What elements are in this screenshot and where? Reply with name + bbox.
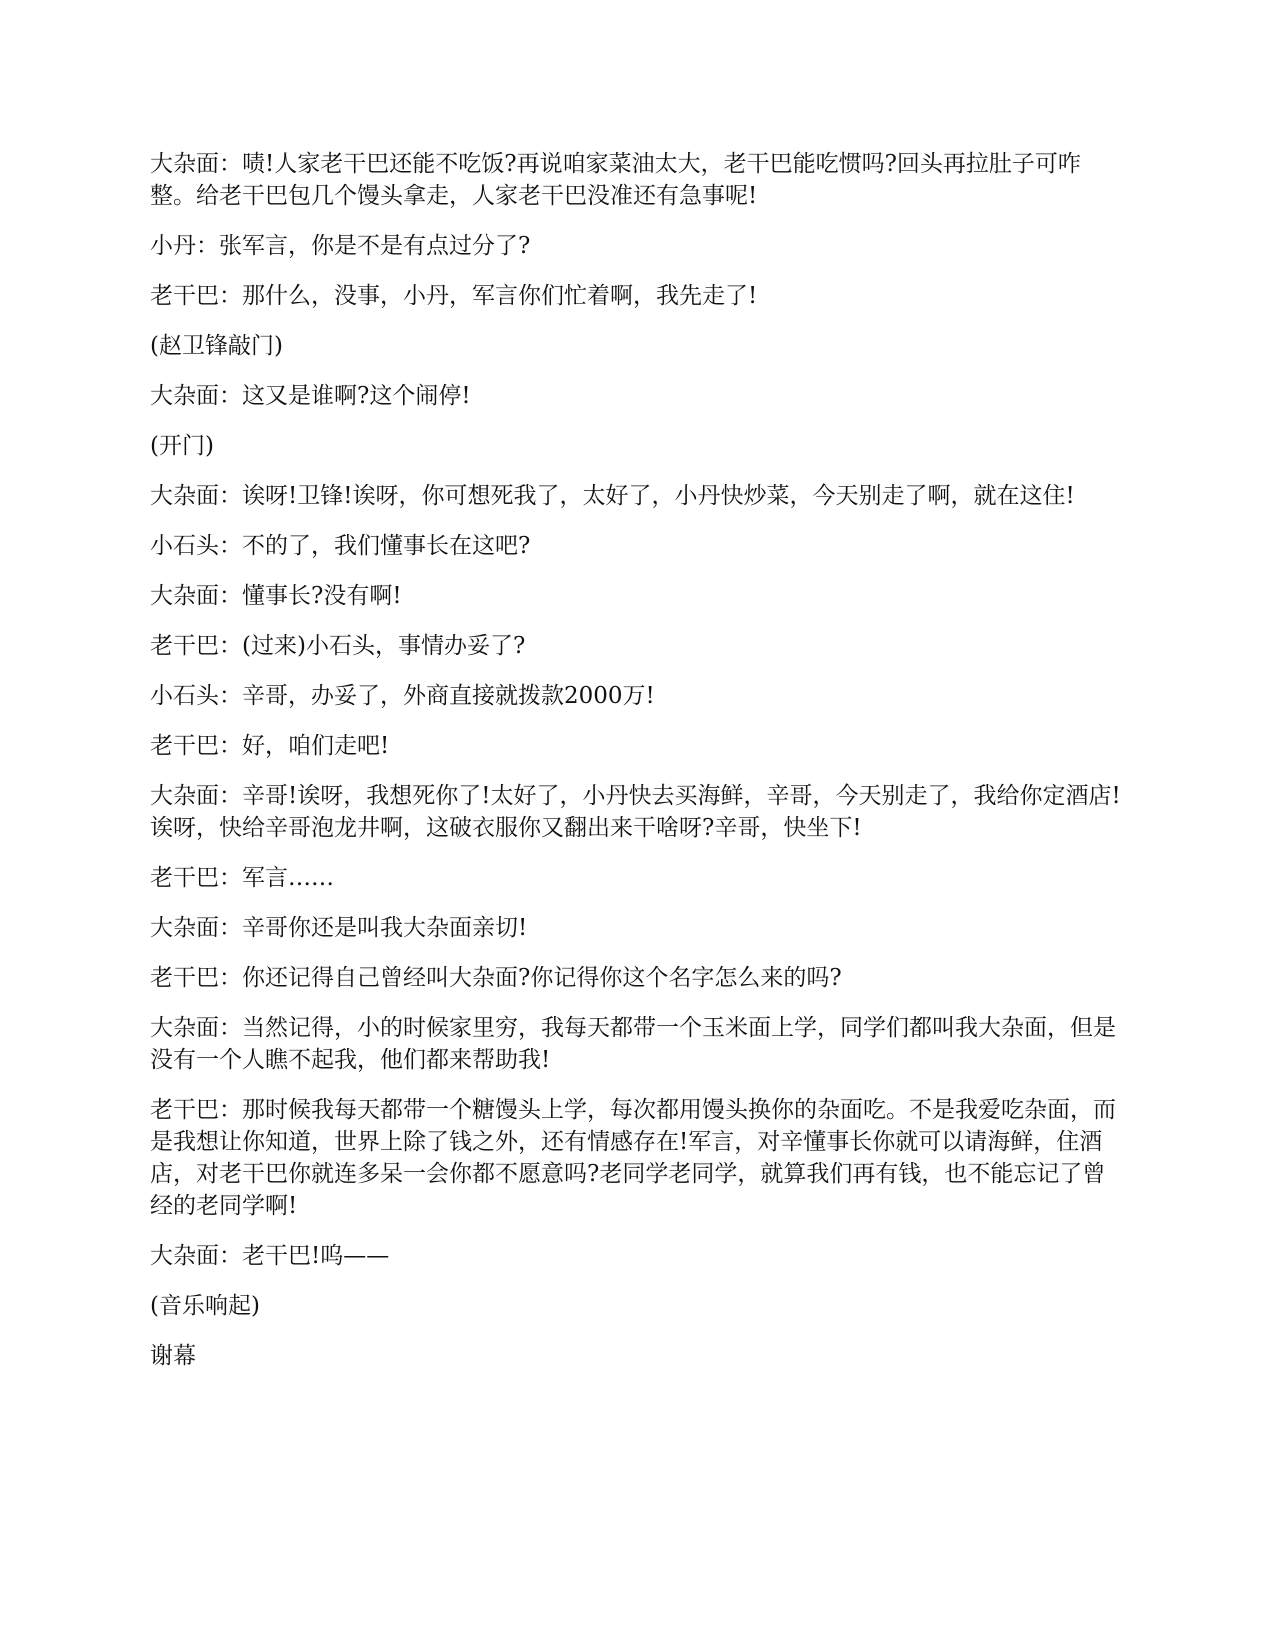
- paragraph: 小丹：张军言，你是不是有点过分了?: [150, 233, 531, 259]
- stage-direction: (开门): [150, 433, 214, 459]
- stage-direction: (音乐响起): [150, 1293, 260, 1319]
- paragraph: 大杂面：懂事长?没有啊!: [150, 583, 402, 609]
- paragraph: 老干巴：你还记得自己曾经叫大杂面?你记得你这个名字怎么来的吗?: [150, 965, 842, 991]
- paragraph: 大杂面：这又是谁啊?这个闹停!: [150, 383, 471, 409]
- paragraph: 老干巴：军言……: [150, 865, 334, 891]
- paragraph: 小石头：不的了，我们懂事长在这吧?: [150, 533, 531, 559]
- paragraph: 大杂面：当然记得，小的时候家里穷，我每天都带一个玉米面上学，同学们都叫我大杂面，但是没有一个人瞧不起我，他们都来帮助我!: [150, 1015, 1116, 1073]
- paragraph: 大杂面：啧!人家老干巴还能不吃饭?再说咱家菜油太大，老干巴能吃惯吗?回头再拉肚子可咋整。给老干巴包几个馒头拿走，人家老干巴没准还有急事呢!: [150, 151, 1081, 209]
- paragraph: 老干巴：那什么，没事，小丹，军言你们忙着啊，我先走了!: [150, 283, 758, 309]
- paragraph: 小石头：辛哥，办妥了，外商直接就拨款2000万!: [150, 683, 655, 709]
- script-text-body: [150, 148, 1125, 1390]
- paragraph: 大杂面：辛哥你还是叫我大杂面亲切!: [150, 915, 528, 941]
- paragraph: 大杂面：老干巴!呜——: [150, 1243, 390, 1269]
- paragraph: 老干巴：好，咱们走吧!: [150, 733, 390, 759]
- paragraph: 大杂面：辛哥!诶呀，我想死你了!太好了，小丹快去买海鲜，辛哥，今天别走了，我给你定酒店!诶呀，快给辛哥泡龙井啊，这破衣服你又翻出来干啥呀?辛哥，快坐下!: [150, 783, 1121, 841]
- curtain-call: 谢幕: [150, 1343, 196, 1369]
- paragraph: 老干巴：(过来)小石头，事情办妥了?: [150, 633, 526, 659]
- stage-direction: (赵卫锋敲门): [150, 333, 283, 359]
- paragraph: 大杂面：诶呀!卫锋!诶呀，你可想死我了，太好了，小丹快炒菜，今天别走了啊，就在这住!: [150, 483, 1075, 509]
- paragraph: 老干巴：那时候我每天都带一个糖馒头上学，每次都用馒头换你的杂面吃。不是我爱吃杂面，而是我想让你知道，世界上除了钱之外，还有情感存在!军言，对辛懂事长你就可以请海鲜，住酒店，对老干巴你就连多呆一会你都不愿意吗?老同学老同学，就算我们再有钱，也不能忘记了曾经的老同学啊!: [150, 1097, 1116, 1219]
